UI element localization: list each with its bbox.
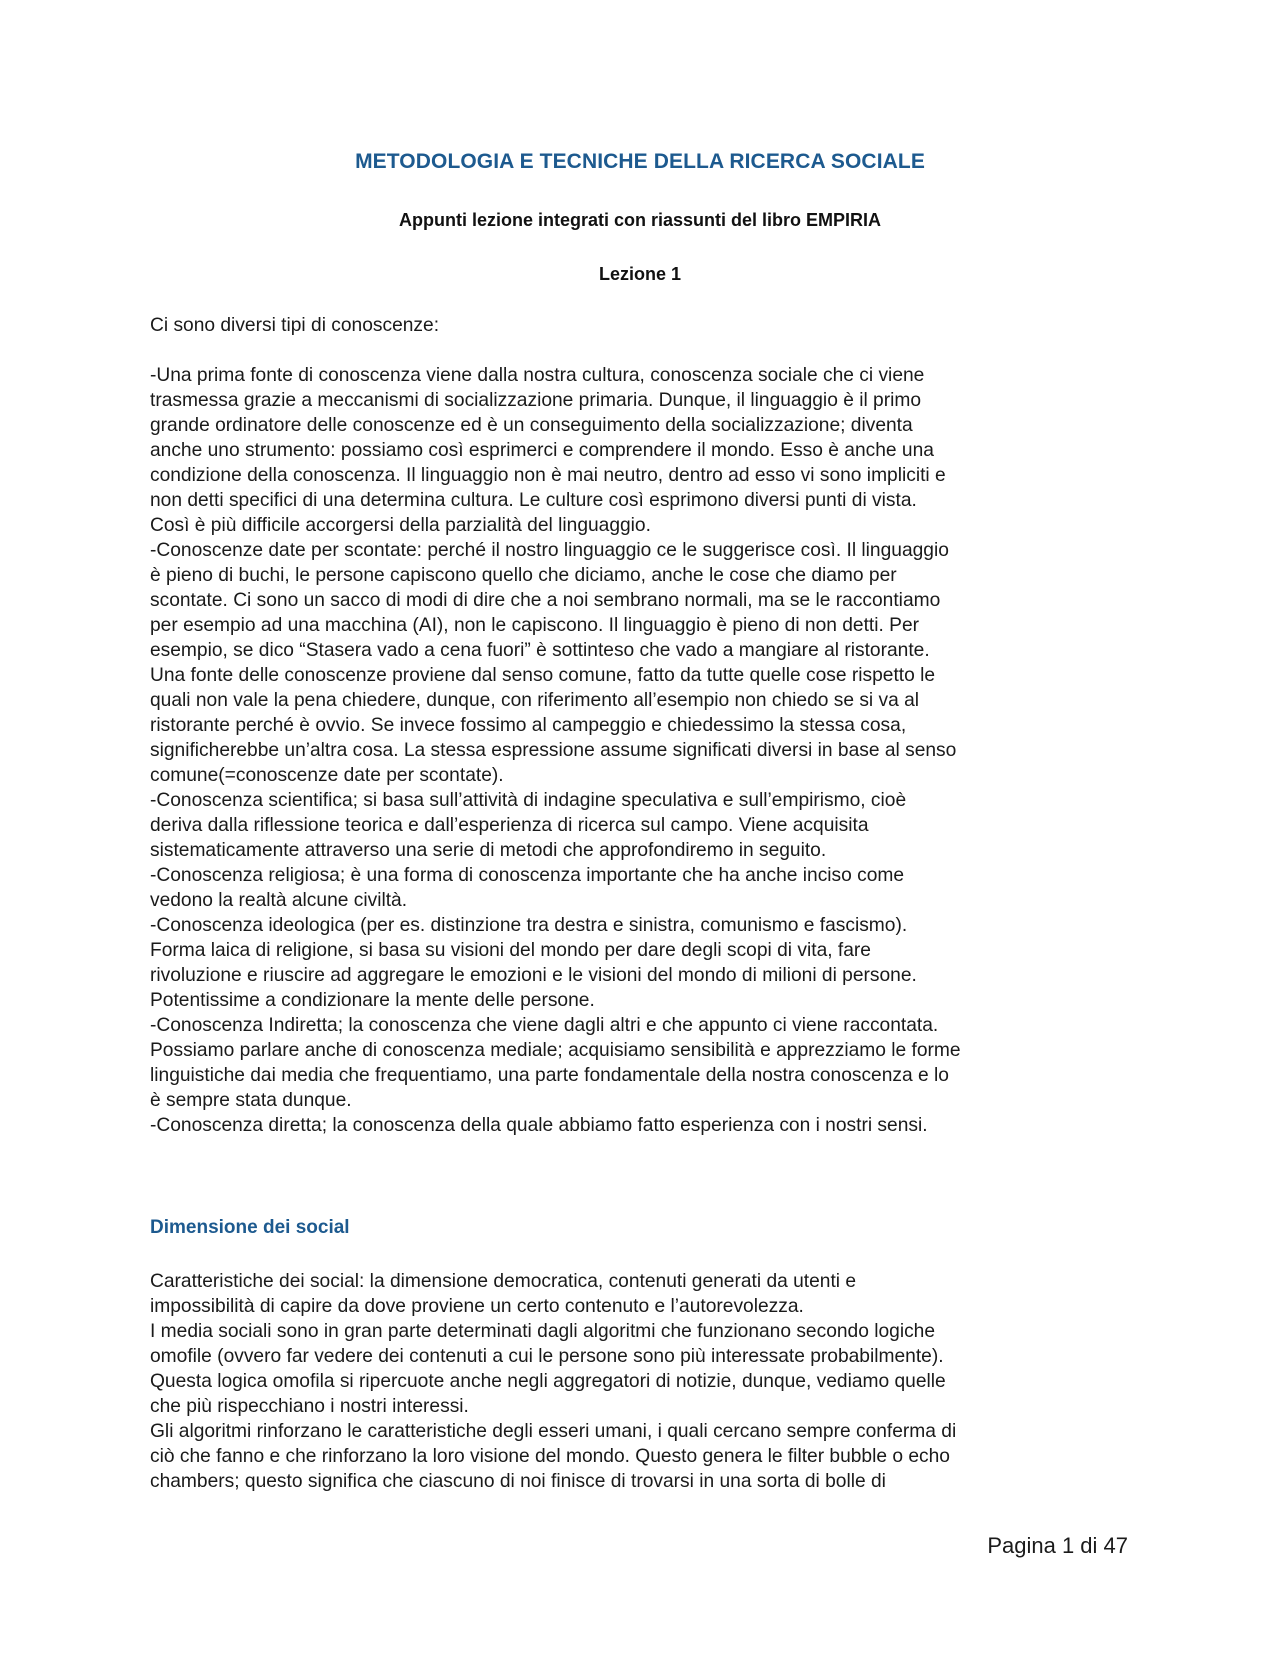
text-line: Una fonte delle conoscenze proviene dal senso comune, fatto da tutte quelle cose rispetto le <box>150 665 936 686</box>
document-subtitle <box>0 210 1280 231</box>
section-heading-social: Dimensione dei social <box>150 1217 350 1238</box>
text-line: -Conoscenza ideologica (per es. distinzione tra destra e sinistra, comunismo e fascismo). <box>150 915 908 936</box>
text-line: significherebbe un’altra cosa. La stessa espressione assume significati diversi in base al senso <box>150 740 957 761</box>
text-line: che più rispecchiano i nostri interessi. <box>150 1396 469 1417</box>
text-line: per esempio ad una macchina (AI), non le capiscono. Il linguaggio è pieno di non detti. Per <box>150 615 920 636</box>
text-line: condizione della conoscenza. Il linguaggio non è mai neutro, dentro ad esso vi sono impliciti e <box>150 465 946 486</box>
text-line: quali non vale la pena chiedere, dunque, con riferimento all’esempio non chiedo se si va al <box>150 690 920 711</box>
intro-line: Ci sono diversi tipi di conoscenze: <box>150 315 440 336</box>
text-line: -Conoscenza diretta; la conoscenza della quale abbiamo fatto esperienza con i nostri sensi. <box>150 1115 928 1136</box>
document-title: METODOLOGIA E TECNICHE DELLA RICERCA SOCIALE <box>355 150 925 173</box>
text-line: sistematicamente attraverso una serie di metodi che approfondiremo in seguito. <box>150 840 827 861</box>
text-line: -Conoscenza scientifica; si basa sull’attività di indagine speculativa e sull’empirismo, cioè <box>150 790 907 811</box>
social-dimension-body <box>150 1269 1140 1494</box>
text-line: omofile (ovvero far vedere dei contenuti a cui le persone sono più interessate probabilmente). <box>150 1346 944 1367</box>
text-line: anche uno strumento: possiamo così esprimerci e comprendere il mondo. Esso è anche una <box>150 440 934 461</box>
intro-paragraph <box>150 313 1140 338</box>
text-line: non detti specifici di una determina cultura. Le culture così esprimono diversi punti di vista. <box>150 490 917 511</box>
text-line: ristorante perché è ovvio. Se invece fossimo al campeggio e chiedessimo la stessa cosa, <box>150 715 907 736</box>
page-number: Pagina 1 di 47 <box>987 1533 1128 1558</box>
text-line: impossibilità di capire da dove proviene un certo contenuto e l’autorevolezza. <box>150 1296 804 1317</box>
text-line: -Conoscenze date per scontate: perché il nostro linguaggio ce le suggerisce così. Il linguaggio <box>150 540 949 561</box>
text-line: Potentissime a condizionare la mente delle persone. <box>150 990 595 1011</box>
text-line: è sempre stata dunque. <box>150 1090 352 1111</box>
text-line: grande ordinatore delle conoscenze ed è un conseguimento della socializzazione; diventa <box>150 415 913 436</box>
text-line: I media sociali sono in gran parte determinati dagli algoritmi che funzionano secondo logiche <box>150 1321 936 1342</box>
text-line: Gli algoritmi rinforzano le caratteristiche degli esseri umani, i quali cercano sempre conferma di <box>150 1421 957 1442</box>
text-line: rivoluzione e riuscire ad aggregare le emozioni e le visioni del mondo di milioni di persone. <box>150 965 917 986</box>
text-line: Questa logica omofila si ripercuote anche negli aggregatori di notizie, dunque, vediamo quelle <box>150 1371 946 1392</box>
text-line: chambers; questo significa che ciascuno di noi finisce di trovarsi in una sorta di bolle di <box>150 1471 886 1492</box>
text-line: ciò che fanno e che rinforzano la loro visione del mondo. Questo genera le filter bubble o echo <box>150 1446 950 1467</box>
subtitle-book-name: EMPIRIA <box>806 210 882 230</box>
text-line: -Conoscenza Indiretta; la conoscenza che viene dagli altri e che appunto ci viene raccontata. <box>150 1015 939 1036</box>
text-line: vedono la realtà alcune civiltà. <box>150 890 408 911</box>
text-line: comune(=conoscenze date per scontate). <box>150 765 504 786</box>
text-line: Possiamo parlare anche di conoscenza mediale; acquisiamo sensibilità e apprezziamo le forme <box>150 1040 961 1061</box>
text-line: Caratteristiche dei social: la dimensione democratica, contenuti generati da utenti e <box>150 1271 857 1292</box>
text-line: è pieno di buchi, le persone capiscono quello che diciamo, anche le cose che diamo per <box>150 565 897 586</box>
text-line: Forma laica di religione, si basa su visioni del mondo per dare degli scopi di vita, fare <box>150 940 871 961</box>
subtitle-text: Appunti lezione integrati con riassunti del libro <box>398 210 806 230</box>
lesson-heading: Lezione 1 <box>598 264 682 284</box>
text-line: deriva dalla riflessione teorica e dall’esperienza di ricerca sul campo. Viene acquisita <box>150 815 869 836</box>
text-line: scontate. Ci sono un sacco di modi di dire che a noi sembrano normali, ma se le raccontiamo <box>150 590 941 611</box>
text-line: trasmessa grazie a meccanismi di socializzazione primaria. Dunque, il linguaggio è il primo <box>150 390 922 411</box>
text-line: -Una prima fonte di conoscenza viene dalla nostra cultura, conoscenza sociale che ci viene <box>150 365 925 386</box>
text-line: -Conoscenza religiosa; è una forma di conoscenza importante che ha anche inciso come <box>150 865 905 886</box>
knowledge-types-body <box>150 363 1140 1138</box>
text-line: esempio, se dico “Stasera vado a cena fuori” è sottinteso che vado a mangiare al ristorante. <box>150 640 930 661</box>
text-line: Così è più difficile accorgersi della parzialità del linguaggio. <box>150 515 651 536</box>
text-line: linguistiche dai media che frequentiamo, una parte fondamentale della nostra conoscenza e lo <box>150 1065 949 1086</box>
